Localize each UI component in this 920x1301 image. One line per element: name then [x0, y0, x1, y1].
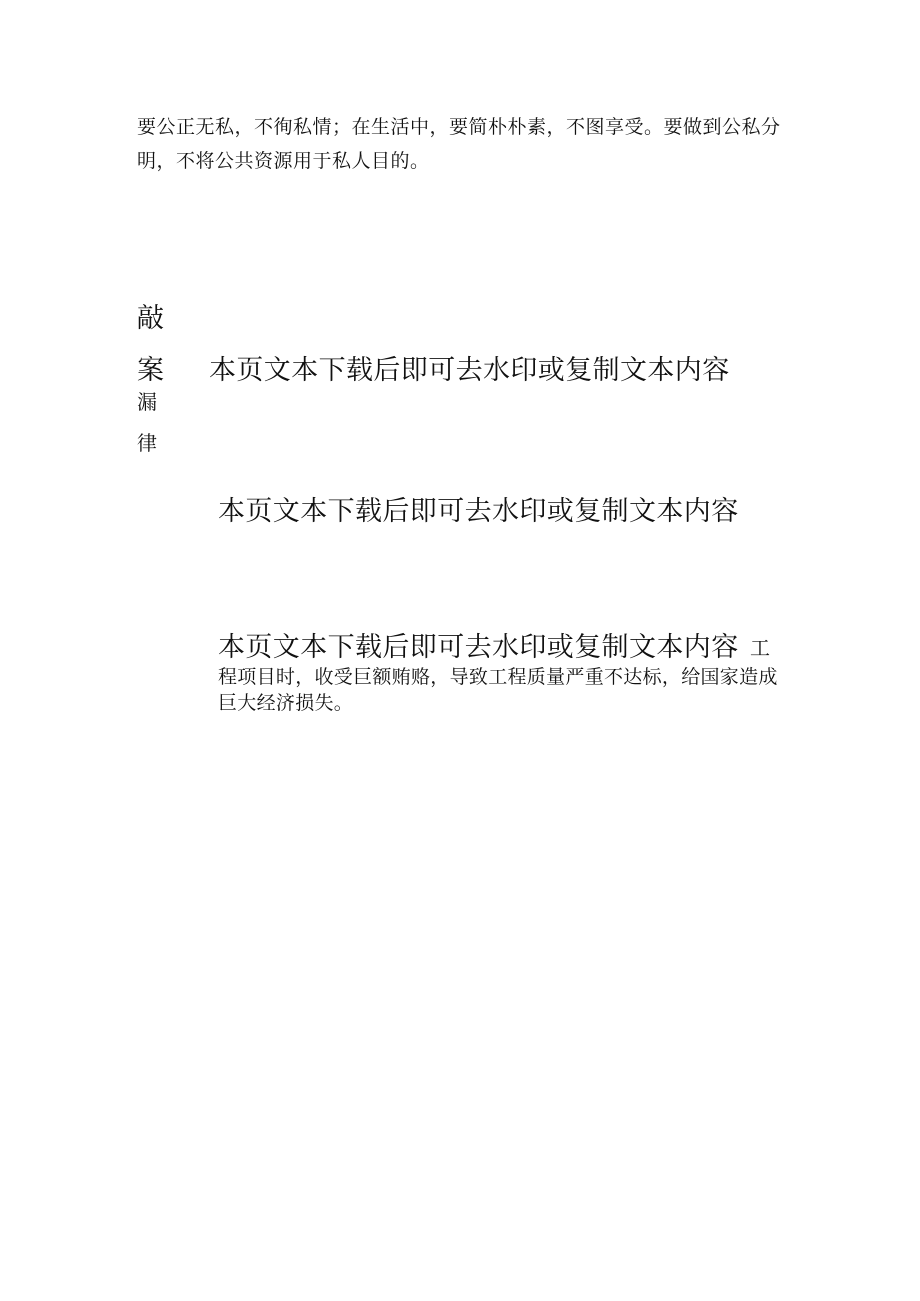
- watermark-notice-1: 本页文本下载后即可去水印或复制文本内容: [209, 355, 730, 386]
- top-paragraph: 要公正无私，不徇私情；在生活中，要简朴朴素，不图享受。要做到公私分明，不将公共资源用于私人目的。: [137, 116, 781, 172]
- side-char-4: 律: [137, 431, 157, 455]
- side-char-3: 漏: [137, 390, 157, 414]
- side-char-1: 敲: [137, 303, 164, 334]
- side-char-2: 案: [137, 355, 164, 386]
- tail-char: 工: [750, 636, 770, 660]
- bottom-paragraph: 程项目时，收受巨额贿赂，导致工程质量严重不达标，给国家造成巨大经济损失。: [218, 666, 778, 714]
- watermark-notice-2: 本页文本下载后即可去水印或复制文本内容: [218, 496, 739, 527]
- watermark-notice-3: 本页文本下载后即可去水印或复制文本内容: [218, 632, 739, 663]
